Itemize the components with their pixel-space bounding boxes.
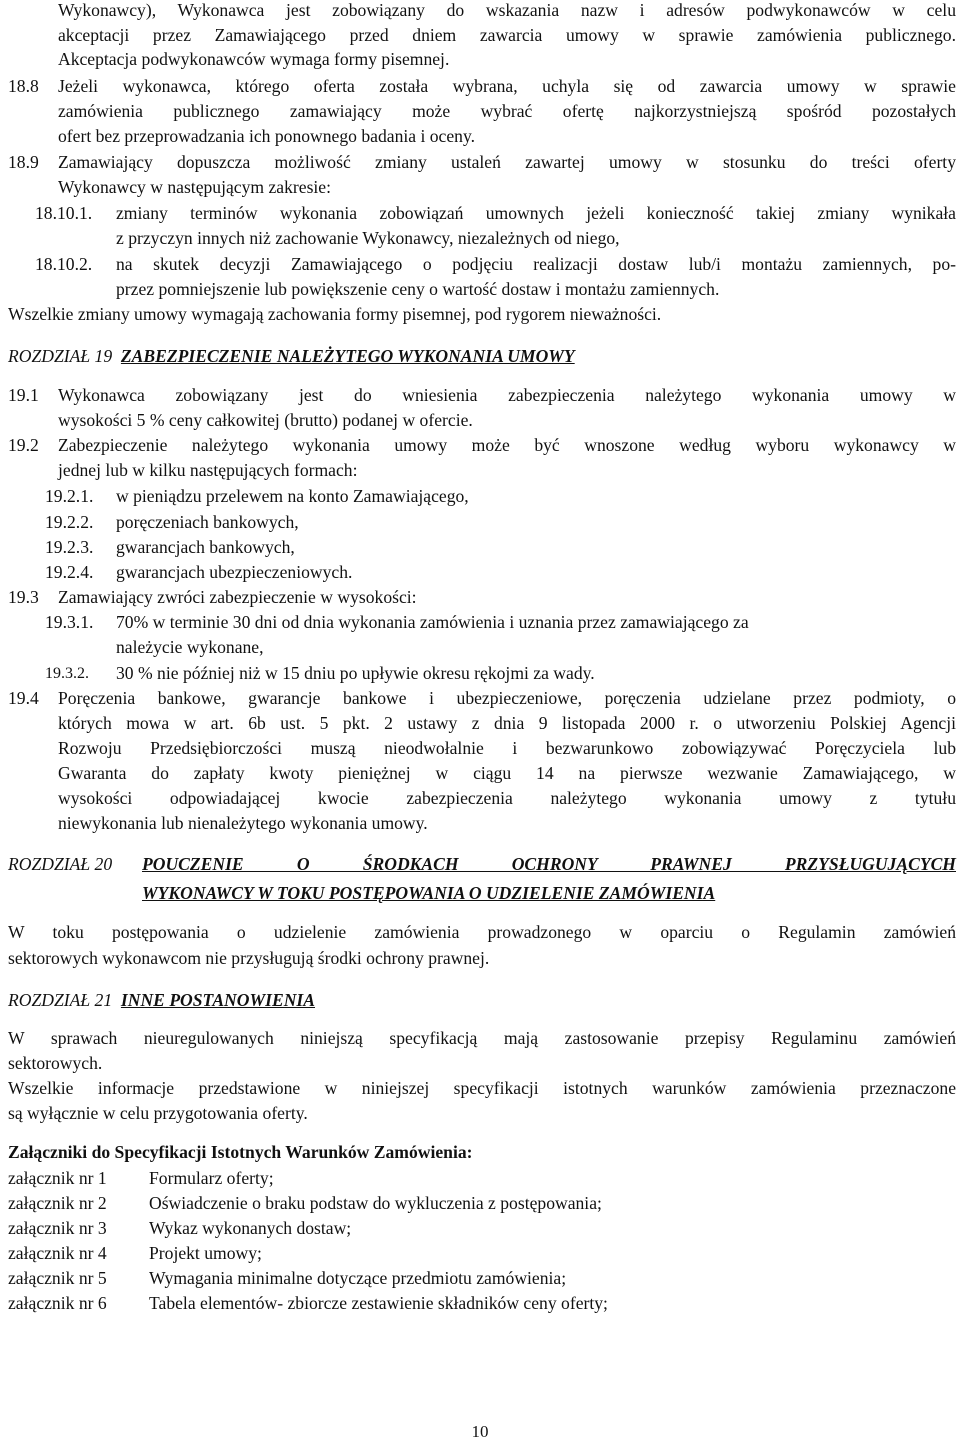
- section-number: 19.3.1.: [45, 612, 94, 632]
- list-item: [8, 1241, 956, 1266]
- attachment-number: załącznik nr 1: [8, 1168, 107, 1188]
- text-line: ofert bez przeprowadzania ich ponownego badania i oceny.: [58, 126, 476, 146]
- text-line: Jeżeli wykonawca, którego oferta została wybrana, uchyla się od zawarcia umowy w sprawie: [58, 76, 956, 96]
- text-line: 30 % nie później niż w 15 dniu po upływie okresu rękojmi za wady.: [116, 663, 595, 683]
- text-line: Wykonawcy), Wykonawca jest zobowiązany do wskazania nazw i adresów podwykonawców w celu: [58, 0, 956, 20]
- text-line: są wyłącznie w celu przygotowania oferty.: [8, 1103, 308, 1123]
- chapter-title: INNE POSTANOWIENIA: [120, 990, 315, 1010]
- text-line: Rozwoju Przedsiębiorczości muszą nieodwołalnie i bezwarunkowo zobowiązywać Poręczyciela lub: [58, 738, 956, 758]
- section-number: 19.1: [8, 385, 39, 405]
- text-line: zamówienia publicznego zamawiający może wybrać ofertę najkorzystniejszą spośród pozostałych: [58, 101, 956, 121]
- attachment-number: załącznik nr 4: [8, 1243, 107, 1263]
- text-line: W sprawach nieuregulowanych niniejszą specyfikacją mają zastosowanie przepisy Regulaminu zamówień: [8, 1028, 956, 1048]
- attachment-number: załącznik nr 2: [8, 1193, 107, 1213]
- text-line: z przyczyn innych niż zachowanie Wykonawcy, niezależnych od niego,: [116, 228, 620, 248]
- chapter-label: ROZDZIAŁ 21: [8, 990, 113, 1010]
- text-line: Poręczenia bankowe, gwarancje bankowe i ubezpieczeniowe, poręczenia udzielane przez podmioty, o: [58, 688, 956, 708]
- text-line: Akceptacja podwykonawców wymaga formy pisemnej.: [58, 49, 450, 69]
- section-number: 18.10.1.: [35, 203, 93, 223]
- attachments-heading: Załączniki do Specyfikacji Istotnych Warunków Zamówienia:: [8, 1142, 473, 1162]
- chapter-19-heading: [8, 344, 575, 369]
- text-line: gwarancjach ubezpieczeniowych.: [116, 562, 353, 582]
- section-number: 18.10.2.: [35, 254, 93, 274]
- attachment-title: Formularz oferty;: [149, 1168, 274, 1188]
- text-line: sektorowych wykonawcom nie przysługują środki ochrony prawnej.: [8, 948, 490, 968]
- text-line: w pieniądzu przelewem na konto Zamawiającego,: [116, 486, 469, 506]
- list-item: [8, 1291, 956, 1316]
- text-line: W toku postępowania o udzielenie zamówienia prowadzonego w oparciu o Regulamin zamówień: [8, 922, 956, 942]
- section-number: 18.8: [8, 76, 39, 96]
- section-number: 19.3.2.: [45, 665, 89, 682]
- text-line: akceptacji przez Zamawiającego przed dniem zawarcia umowy w sprawie zamówienia publicznego.: [58, 25, 956, 45]
- section-number: 18.9: [8, 152, 39, 172]
- chapter-label: ROZDZIAŁ 19: [8, 346, 113, 366]
- text-line: niewykonania lub nienależytego wykonania umowy.: [58, 813, 428, 833]
- text-line: Zabezpieczenie należytego wykonania umowy może być wnoszone według wyboru wykonawcy w: [58, 435, 956, 455]
- section-number: 19.2.2.: [45, 512, 94, 532]
- text-line: poręczeniach bankowych,: [116, 512, 299, 532]
- page-number: 10: [471, 1422, 489, 1441]
- chapter-title: ZABEZPIECZENIE NALEŻYTEGO WYKONANIA UMOWY: [120, 346, 575, 366]
- chapter-21-heading: [8, 988, 315, 1013]
- text-line: należycie wykonane,: [116, 637, 264, 657]
- text-line: zmiany terminów wykonania zobowiązań umownych jeżeli konieczność takiej zmiany wynikała: [116, 203, 956, 223]
- text-line: przez pomniejszenie lub powiększenie ceny o wartość dostaw i montażu zamiennych.: [116, 279, 720, 299]
- text-line: na skutek decyzji Zamawiającego o podjęciu realizacji dostaw lub/i montażu zamiennych, po-: [116, 254, 956, 274]
- text-line: Zamawiający dopuszcza możliwość zmiany ustaleń zawartej umowy w stosunku do treści oferty: [58, 152, 956, 172]
- chapter-title-continued: WYKONAWCY W TOKU POSTĘPOWANIA O UDZIELENIE ZAMÓWIENIA: [142, 883, 716, 903]
- attachment-title: Wykaz wykonanych dostaw;: [149, 1218, 352, 1238]
- text-line: sektorowych.: [8, 1053, 103, 1073]
- text-line: jednej lub w kilku następujących formach:: [58, 460, 358, 480]
- text-line: Wszelkie informacje przedstawione w niniejszej specyfikacji istotnych warunków zamówienia przeznaczone: [8, 1078, 956, 1098]
- text-line: 70% w terminie 30 dni od dnia wykonania zamówienia i uznania przez zamawiającego za: [116, 612, 749, 632]
- text-line: wysokości odpowiadającej kwocie zabezpieczenia należytego wykonania umowy z tytułu: [58, 788, 956, 808]
- section-number: 19.2.3.: [45, 537, 94, 557]
- text-line: wysokości 5 % ceny całkowitej (brutto) podanej w ofercie.: [58, 410, 473, 430]
- text-line: Zamawiający zwróci zabezpieczenie w wysokości:: [58, 587, 417, 607]
- attachment-title: Projekt umowy;: [149, 1243, 262, 1263]
- list-item: [8, 1216, 956, 1241]
- list-item: [8, 1191, 956, 1216]
- text-line: gwarancjach bankowych,: [116, 537, 295, 557]
- section-number: 19.3: [8, 587, 39, 607]
- attachment-title: Oświadczenie o braku podstaw do wykluczenia z postępowania;: [149, 1193, 602, 1213]
- text-line: Wykonawca zobowiązany jest do wniesienia zabezpieczenia należytego wykonania umowy w: [58, 385, 956, 405]
- section-number: 19.4: [8, 688, 39, 708]
- list-item: [8, 1166, 956, 1191]
- section-number: 19.2: [8, 435, 39, 455]
- attachment-number: załącznik nr 5: [8, 1268, 107, 1288]
- text-line: Gwaranta do zapłaty kwoty pieniężnej w ciągu 14 na pierwsze wezwanie Zamawiającego, w: [58, 763, 956, 783]
- chapter-label: ROZDZIAŁ 20: [8, 854, 113, 874]
- attachment-number: załącznik nr 3: [8, 1218, 107, 1238]
- text-line: Wszelkie zmiany umowy wymagają zachowania formy pisemnej, pod rygorem nieważności.: [8, 304, 662, 324]
- attachment-number: załącznik nr 6: [8, 1293, 107, 1313]
- list-item: [8, 1266, 956, 1291]
- attachment-title: Tabela elementów- zbiorcze zestawienie składników ceny oferty;: [149, 1293, 608, 1313]
- chapter-title: POUCZENIE O ŚRODKACH OCHRONY PRAWNEJ PRZYSŁUGUJĄCYCH: [142, 854, 956, 874]
- section-number: 19.2.4.: [45, 562, 94, 582]
- text-line: których mowa w art. 6b ust. 5 pkt. 2 ustawy z dnia 9 listopada 2000 r. o utworzeniu Polskiej Agencji: [58, 713, 956, 733]
- text-line: Wykonawcy w następującym zakresie:: [58, 177, 332, 197]
- section-number: 19.2.1.: [45, 486, 94, 506]
- attachment-title: Wymagania minimalne dotyczące przedmiotu zamówienia;: [149, 1268, 567, 1288]
